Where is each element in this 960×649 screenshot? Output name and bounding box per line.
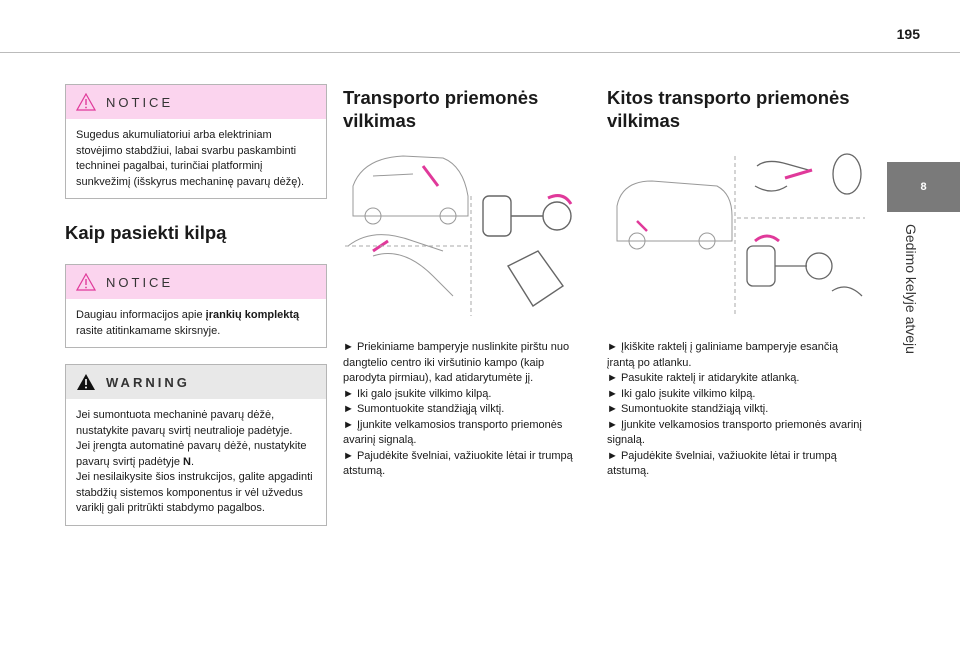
notice-text: [66, 299, 326, 347]
front-bumper-tow-eye-illustration: [343, 146, 575, 318]
notice-text-before: Daugiau informacijos apie: [76, 309, 206, 321]
notice-header: [66, 85, 326, 119]
warning-header: [66, 365, 326, 399]
step-3: ► Iki galo įsukite vilkimo kilpą.: [607, 387, 756, 400]
step-2: ► Iki galo įsukite vilkimo kilpą.: [343, 387, 492, 400]
section-title-loop: Kaip pasiekti kilpą: [65, 222, 227, 243]
step-5: ► Įjunkite velkamosios transporto priemonės avarinį signalą.: [607, 418, 862, 446]
notice-header: [66, 265, 326, 299]
notice-text-after: rasite atitinkamame skirsnyje.: [76, 324, 221, 337]
notice-box-2: [65, 264, 327, 348]
step-4: ► Įjunkite velkamosios transporto priemonės avarinį signalą.: [343, 418, 563, 446]
column-1: [65, 84, 327, 542]
warning-triangle-filled-icon: [76, 373, 96, 391]
column-3: [607, 84, 867, 480]
warning-triangle-outline-icon: [76, 273, 96, 291]
chapter-tab[interactable]: 8: [887, 162, 960, 212]
towing-other-steps: [607, 340, 867, 480]
notice-box-1: [65, 84, 327, 199]
step-6: ► Pajudėkite švelniai, važiuokite lėtai ir trumpą atstumą.: [607, 449, 837, 477]
chapter-title: Gedimo kelyje atveju: [903, 224, 919, 354]
towing-steps: [343, 340, 575, 480]
step-1: ► Priekiniame bamperyje nuslinkite pirštu nuo dangtelio centro iki viršutinio kampo (kaip parodyta pirmiau), kad atidarytumėte jį.: [343, 341, 570, 384]
warning-para-3: Jei nesilaikysite šios instrukcijos, galite apgadinti stabdžių sistemos komponentus ir vėl užvedus variklį gali pritrūkti stabdymo pagalbos.: [76, 471, 313, 514]
notice-label: NOTICE: [106, 274, 174, 290]
page-number: 195: [896, 26, 920, 42]
warning-label: WARNING: [106, 374, 190, 390]
towing-illustration: [343, 146, 575, 318]
tool-kit-link[interactable]: įrankių komplektą: [205, 309, 300, 321]
step-2: ► Pasukite raktelį ir atidarykite atlanką.: [607, 372, 800, 384]
warning-para-2: Jei įrengta automatinė pavarų dėžė, nustatykite pavarų svirtį padėtyje N.: [76, 440, 307, 468]
section-title-towing: Transporto priemonės vilkimas: [343, 87, 539, 131]
warning-triangle-outline-icon: [76, 93, 96, 111]
rear-bumper-tow-eye-illustration: [607, 146, 867, 318]
towing-other-illustration: [607, 146, 867, 318]
step-4: ► Sumontuokite standžiąją vilktį.: [607, 403, 769, 415]
section-title-towing-other: Kitos transporto priemonės vilkimas: [607, 87, 850, 131]
column-2: [343, 84, 575, 480]
step-5: ► Pajudėkite švelniai, važiuokite lėtai ir trumpą atstumą.: [343, 449, 573, 477]
step-3: ► Sumontuokite standžiąją vilktį.: [343, 403, 505, 415]
top-rule: [0, 52, 960, 53]
notice-label: NOTICE: [106, 94, 174, 110]
warning-para-1: Jei sumontuota mechaninė pavarų dėžė, nustatykite pavarų svirtį neutralioje padėtyje.: [76, 409, 293, 437]
warning-text: [66, 399, 326, 525]
gear-position-n: N: [183, 455, 191, 468]
step-1: ► Įkiškite raktelį į galiniame bamperyje esančią įrantą po atlanku.: [607, 341, 838, 369]
warning-box: [65, 364, 327, 526]
notice-text: Sugedus akumuliatoriui arba elektriniam stovėjimo stabdžiui, labai svarbu paskambinti techninei pagalbai, turinčiai platforminį sunkvežimį (išskyrus mechaninę pavarų dėžę).: [76, 129, 305, 188]
